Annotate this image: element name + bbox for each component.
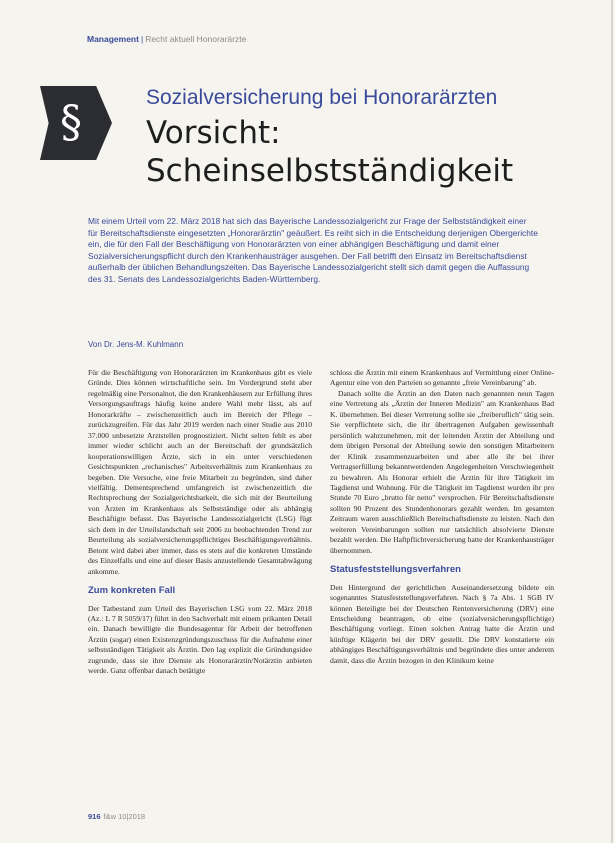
body-paragraph: Danach sollte die Ärztin an den Daten nach genannten neun Tagen eine Vertretung als „Ärztin der Inneren Medizin" am Krankenhaus Bad K. übernehmen. Bei dieser Vertretung sollte sie „freiberuflich" tätig sein. Sie verpflichtete sich, die ihr übertragenen Aufgaben gewissenhaft persönlich wahrzunehmen, mit der leitenden Ärztin der Abteilung und dem übrigen Personal der Abteilung sowie den sonstigen Mitarbeitern der Klinik zusammenzuarbeiten und aber alle ihr bei ihrer Vertragserfüllung bekanntwerdenden Angelegenheiten Verschwiegenheit zu bewahren. Als Honorar erhielt die Ärztin für ihre Tätigkeit im Tagdienst und Wohnung. Für die Tätigkeit im Tagdienst wurden ihr pro Stunde 70 Euro „brutto für netto" versprochen. Für Bereitschaftsdienste sollten 90 Prozent des Stundenhonorars gezahlt werden. Im gesamten Zeitraum waren ausschließlich Bereitschaftsdienste zu leisten. Nach den weiteren Vereinbarungen sollten nur tatsächlich absolvierte Dienste bezahlt werden. Die Haftpflichtversicherung hatte der Krankenhausträger übernommen. <box>330 388 554 555</box>
body-paragraph: schloss die Ärztin mit einem Krankenhaus auf Vermittlung einer Online-Agentur eine von den Parteien so genannte „freie Vereinbarung" ab. <box>330 368 554 388</box>
body-paragraph: Für die Beschäftigung von Honorarärzten im Krankenhaus gibt es viele Gründe. Dies können wirtschaftliche sein. Im Vordergrund steht aber regelmäßig eine Personalnot, die den Krankenhäusern zur Erfüllung ihres Versorgungsauftrags häufig keine andere Wahl mehr lässt, als auf Honorarkräfte – zwischenzeitlich auch im Bereich der Pflege – zurückzugreifen. Für das Jahr 2019 werden nach einer Studie aus 2010 37.000 unbesetzte Arztstellen prognostiziert. Nicht selten fehlt es aber immer wieder schlicht auch an der Bereitschaft der grundsätzlich kooperationswilligen Ärzte, sich in ein unter verschiedenen Gesichtspunkten „rechanisches" Arbeitsverhältnis zum Krankenhaus zu begeben. Die Versuche, eine freie Mitarbeit zu begründen, sind daher vielfältig. Dementsprechend umfangreich ist zwischenzeitlich die Rechtsprechung der Sozialgerichtsbarkeit, die sich mit der Beurteilung von Ärzten im Krankenhaus als Selbstständige oder als abhängig Beschäftigte befasst. Das Bayerische Landessozialgericht (LSG) fügt sich dem in der Urteilslandschaft seit 2006 zu beobachtenden Trend zur Beurteilung als sozialversicherungspflichtiges Beschäftigungsverhältnis. Betont wird dabei aber immer, dass es stets auf die konkreten Umstände des Einzelfalls und eine auf dieser Basis anzustellende Gesamtabwägung ankomme. <box>88 368 312 576</box>
body-paragraph: Den Hintergrund der gerichtlichen Auseinandersetzung bildete ein sogenanntes Statusfeststellungsverfahren. Nach § 7a Abs. 1 SGB IV können Beteiligte bei der Deutschen Rentenversicherung (DRV) eine Entscheidung beantragen, ob eine (sozialversicherungspflichtige) Beschäftigung vorliegt. Einen solchen Antrag hatte die Ärztin und künftige Klägerin bei der DRV gestellt. Die DRV konstatierte ein abhängiges Beschäftigungsverhältnis und begründete dies unter anderem damit, dass die Ärztin bezogen in den Klinikum keine <box>330 582 554 665</box>
lead-paragraph: Mit einem Urteil vom 22. März 2018 hat sich das Bayerische Landessozialgericht zur Frage der Selbstständigkeit einer für Bereitschaftsdienste eingesetzten „Honorarärztin" geäußert. Es reiht sich in die Entscheidung derjenigen Obergerichte ein, die für den Fall der Beschäftigung von Honorarärzten von einer abhängigen Beschäftigung und damit einer Sozialversicherungspflicht durch den Krankenhausträger ausgehen. Der Fall betrifft den Einsatz im Bereitschaftsdienst außerhalb der üblichen Behandlungszeiten. Das Bayerische Landessozialgericht stellt sich damit gegen die Auffassung des 31. Senats des Landessozialgerichts Baden-Württemberg. <box>88 216 538 284</box>
page-footer <box>88 812 145 821</box>
scan-edge <box>611 0 613 843</box>
journal-issue: f&w 10|2018 <box>103 812 146 821</box>
subheading: Statusfeststellungsverfahren <box>330 564 461 576</box>
section-label: Management <box>87 34 139 44</box>
section-header <box>87 34 246 44</box>
header-separator: | <box>140 34 144 44</box>
author-byline: Von Dr. Jens-M. Kuhlmann <box>88 340 184 349</box>
body-paragraph: Der Tatbestand zum Urteil des Bayerischen LSG vom 22. März 2018 (Az.: L 7 R 5059/17) führt in den Sachverhalt mit einem prikanten Detail ein. Danach bewilligte die Bundesagentur für Arbeit der betroffenen Ärztin (sogar) einen Existenzgründungszuschuss für die Aufnahme einer selbstständigen Tätigkeit als Ärztin. Den lag explizit die Gründungsidee zugrunde, dass sie ihre Dienste als Honorarärztin/Notärztin anbieten werde. Ganz offenbar danach betätigte <box>88 603 312 676</box>
page-number: 916 <box>88 812 101 821</box>
right-column <box>330 368 554 666</box>
paragraph-icon: § <box>60 97 82 148</box>
topic-label: Recht aktuell Honorarärzte <box>145 34 247 44</box>
title-line-1: Vorsicht: <box>146 115 281 151</box>
left-column <box>88 368 312 677</box>
title-line-2: Scheinselbstständigkeit <box>146 153 514 189</box>
subheading: Zum konkreten Fall <box>88 585 176 597</box>
article-title <box>146 114 513 190</box>
article-kicker: Sozialversicherung bei Honorarärzten <box>146 86 498 109</box>
